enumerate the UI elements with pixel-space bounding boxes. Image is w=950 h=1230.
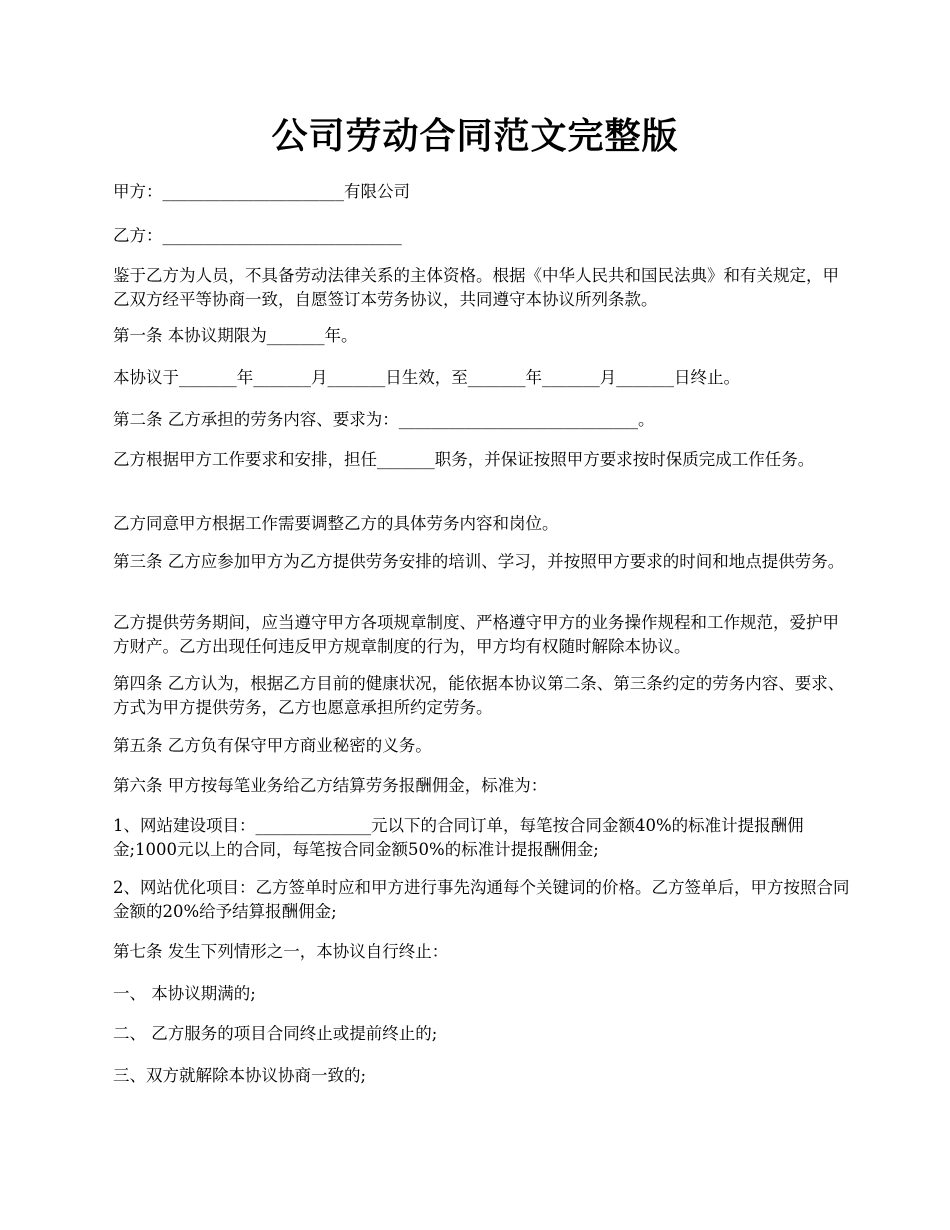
- article-2-adjustment: 乙方同意甲方根据工作需要调整乙方的具体劳务内容和岗位。: [113, 514, 559, 533]
- article-6-item-1: 1、网站建设项目：______________元以下的合同订单，每笔按合同金额40%的标准计提报酬佣金;1000元以上的合同，每笔按合同金额50%的标准计提报酬佣金;: [113, 816, 804, 859]
- article-7-termination: 第七条 发生下列情形之一，本协议自行终止：: [113, 942, 449, 961]
- termination-item-2: 二、 乙方服务的项目合同终止或提前终止的;: [113, 1024, 438, 1043]
- article-3-rules: 乙方提供劳务期间，应当遵守甲方各项规章制度、严格遵守甲方的业务操作规程和工作规范，爱护甲方财产。乙方出现任何违反甲方规章制度的行为，甲方均有权随时解除本协议。: [113, 613, 839, 656]
- party-a-line: 甲方：______________________有限公司: [113, 182, 410, 201]
- article-1-term: 第一条 本协议期限为_______年。: [113, 326, 358, 345]
- termination-item-3: 三、双方就解除本协议协商一致的;: [113, 1066, 367, 1085]
- article-1-dates: 本协议于_______年_______月_______日生效，至_______年_______月_______日终止。: [113, 368, 740, 387]
- article-2-duty: 乙方根据甲方工作要求和安排，担任_______职务，并保证按照甲方要求按时保质完成工作任务。: [113, 450, 815, 469]
- termination-item-1: 一、 本协议期满的;: [113, 984, 256, 1003]
- article-6-item-2: 2、网站优化项目：乙方签单时应和甲方进行事先沟通每个关键词的价格。乙方签单后，甲方按照合同金额的20%给予结算报酬佣金;: [113, 878, 850, 921]
- article-2-content: 第二条 乙方承担的劳务内容、要求为：_____________________________。: [113, 410, 655, 429]
- article-4-health: 第四条 乙方认为，根据乙方目前的健康状况，能依据本协议第二条、第三条约定的劳务内容、要求、方式为甲方提供劳务，乙方也愿意承担所约定劳务。: [113, 674, 845, 717]
- article-3-training: 第三条 乙方应参加甲方为乙方提供劳务安排的培训、学习，并按照甲方要求的时间和地点提供劳务。: [113, 552, 845, 571]
- document-title: 公司劳动合同范文完整版: [271, 115, 679, 157]
- article-6-commission: 第六条 甲方按每笔业务给乙方结算劳务报酬佣金，标准为：: [113, 776, 548, 795]
- party-b-line: 乙方：_____________________________: [113, 226, 402, 245]
- preamble-paragraph: 鉴于乙方为人员，不具备劳动法律关系的主体资格。根据《中华人民共和国民法典》和有关规定，甲乙双方经平等协商一致，自愿签订本劳务协议，共同遵守本协议所列条款。: [113, 266, 839, 309]
- article-5-confidentiality: 第五条 乙方负有保守甲方商业秘密的义务。: [113, 736, 432, 755]
